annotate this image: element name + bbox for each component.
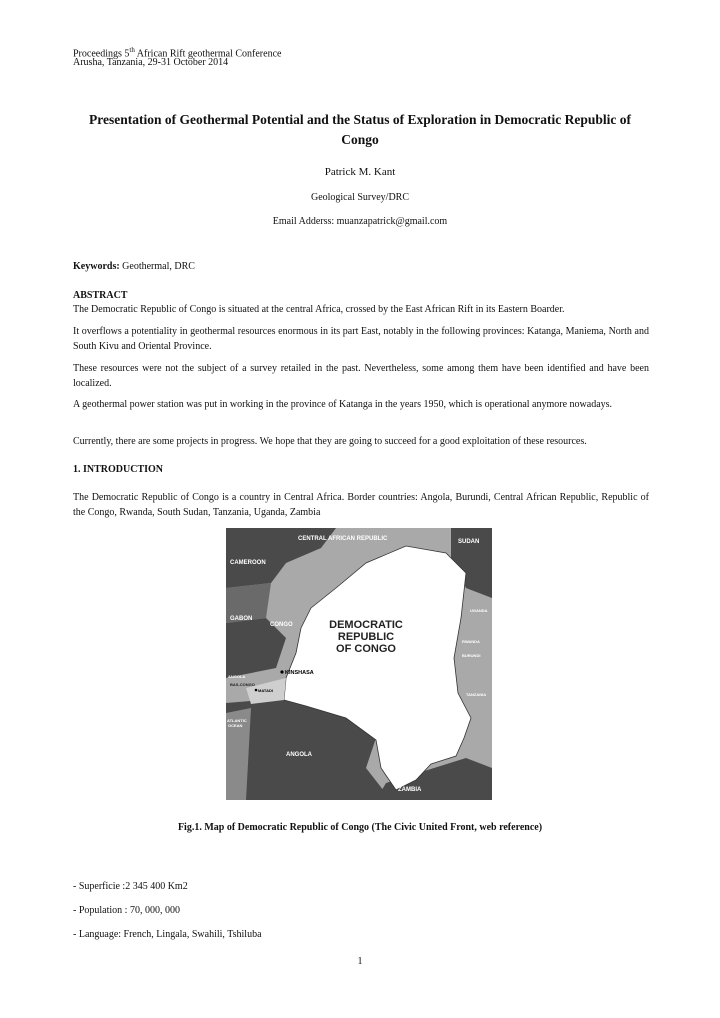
- label-uganda: UGANDA: [470, 608, 488, 613]
- abstract-paragraph: Currently, there are some projects in progress. We hope that they are going to succeed for a good exploitation of these resources.: [73, 436, 587, 447]
- drc-map-figure: [226, 528, 492, 800]
- paper-title: Presentation of Geothermal Potential and the Status of Exploration in Democratic Republic of Congo: [89, 112, 631, 147]
- abstract-paragraph: These resources were not the subject of a survey retailed in the past. Nevertheless, some among them have been identified and have been localized.: [73, 363, 649, 389]
- fact-item: - Superficie :2 345 400 Km2: [73, 881, 188, 892]
- label-drc-line3: OF CONGO: [336, 643, 396, 655]
- figure-caption: Fig.1. Map of Democratic Republic of Congo (The Civic United Front, web reference): [177, 822, 543, 833]
- label-congo: CONGO: [270, 622, 293, 628]
- matadi-marker: [255, 689, 258, 692]
- kinshasa-marker: [280, 670, 283, 673]
- abstract-paragraph: It overflows a potentiality in geothermal resources enormous in its part East, notably in the following provinces: Katanga, Maniema, North and South Kivu and Oriental Province.: [73, 326, 649, 352]
- label-ocean: OCEAN: [228, 723, 243, 728]
- running-header-line2: Arusha, Tanzania, 29-31 October 2014: [73, 57, 229, 68]
- label-tanzania: TANZANIA: [466, 692, 487, 697]
- label-matadi: MATADI: [258, 688, 273, 693]
- author-name: Patrick M. Kant: [324, 166, 396, 178]
- label-kinshasa: KINSHASA: [285, 670, 314, 676]
- running-header-line1: Proceedings 5th African Rift geothermal Conference: [73, 46, 282, 60]
- label-car: CENTRAL AFRICAN REPUBLIC: [298, 536, 388, 542]
- label-angola: ANGOLA: [286, 752, 312, 758]
- abstract-paragraph: The Democratic Republic of Congo is situated at the central Africa, crossed by the East African Rift in its Eastern Boarder.: [73, 304, 565, 315]
- author-affiliation: Geological Survey/DRC: [310, 192, 410, 203]
- keywords-label: Keywords:: [73, 261, 120, 272]
- label-bascongo: BAS-CONGO: [230, 682, 255, 687]
- page-number: 1: [357, 956, 363, 967]
- label-atlantic: ATLANTIC: [227, 718, 247, 723]
- author-email: Email Adderss: muanzapatrick@gmail.com: [272, 216, 448, 227]
- label-gabon: GABON: [230, 616, 253, 622]
- fact-item: - Language: French, Lingala, Swahili, Tshiluba: [73, 929, 262, 940]
- label-drc-line2: REPUBLIC: [337, 631, 395, 643]
- label-zambia: ZAMBIA: [398, 787, 422, 793]
- label-sudan: SUDAN: [458, 539, 480, 545]
- label-drc-line1: DEMOCRATIC: [329, 619, 403, 631]
- abstract-paragraph: A geothermal power station was put in working in the province of Katanga in the years 1950, which is operational anymore nowadays.: [73, 399, 613, 410]
- label-angola-small: ANGOLA: [228, 674, 246, 679]
- label-burundi: BURUNDI: [462, 653, 481, 658]
- section-heading-introduction: 1. INTRODUCTION: [73, 464, 164, 475]
- fact-item: - Population : 70, 000, 000: [73, 905, 180, 916]
- abstract-heading: ABSTRACT: [73, 290, 128, 301]
- label-rwanda: RWANDA: [462, 639, 480, 644]
- keywords: [73, 259, 649, 274]
- label-cameroon: CAMEROON: [230, 560, 266, 566]
- intro-paragraph: The Democratic Republic of Congo is a country in Central Africa. Border countries: Angola, Burundi, Central African Republic, Republic of the Congo, Rwanda, South Sudan, Tanzania, Uganda, Zambia: [73, 492, 649, 518]
- keywords-value: Geothermal, DRC: [119, 261, 195, 272]
